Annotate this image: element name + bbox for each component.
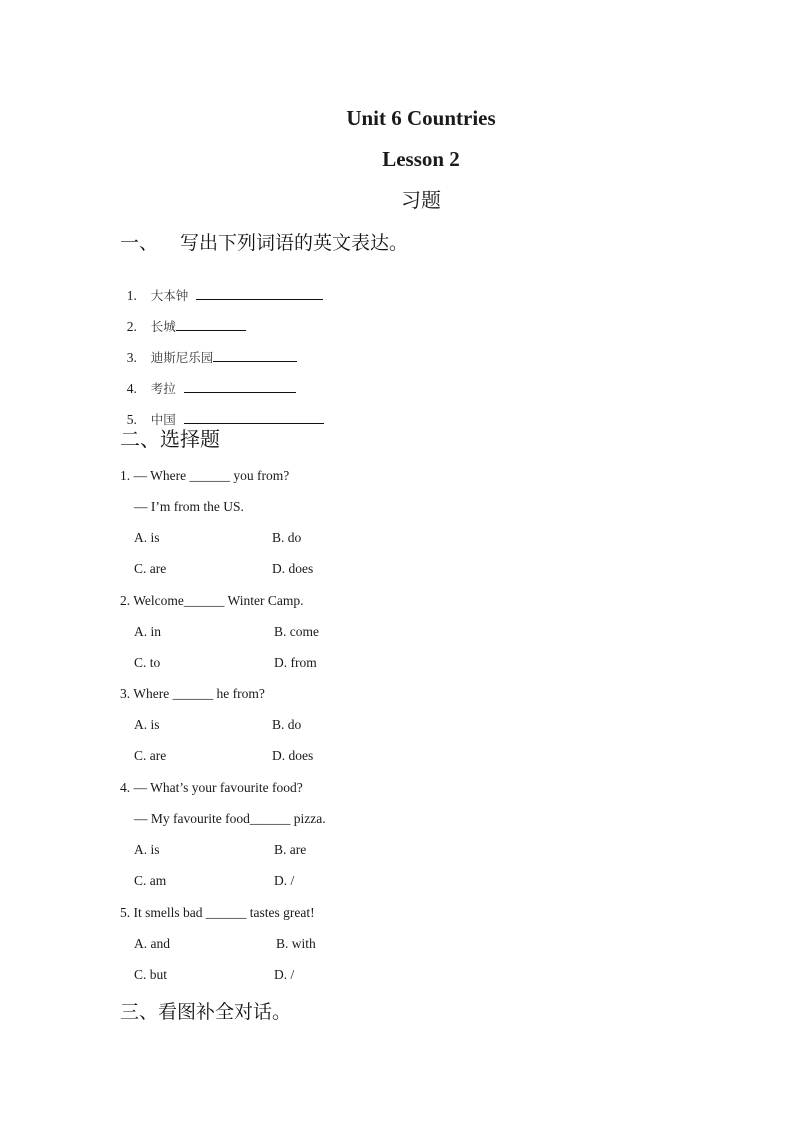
q3-option-a[interactable]: A. is xyxy=(134,717,160,732)
question-4-line-1: 4. — What’s your favourite food? xyxy=(120,780,303,795)
q1-option-c[interactable]: C. are xyxy=(134,561,167,576)
q4-option-d[interactable]: D. / xyxy=(274,873,295,888)
item-number: 5. xyxy=(126,412,137,427)
q1-option-b[interactable]: B. do xyxy=(272,530,302,545)
answer-blank[interactable] xyxy=(184,380,296,393)
item-number: 3. xyxy=(126,350,137,365)
q3-option-b[interactable]: B. do xyxy=(272,717,302,732)
q3-option-d[interactable]: D. does xyxy=(272,748,314,763)
q2-option-b[interactable]: B. come xyxy=(274,624,319,639)
q5-option-c[interactable]: C. but xyxy=(134,967,168,982)
vocab-item-5 xyxy=(120,393,324,429)
q2-option-c[interactable]: C. to xyxy=(134,655,161,670)
answer-blank[interactable] xyxy=(176,318,246,331)
q3-option-c[interactable]: C. are xyxy=(134,748,167,763)
q4-option-a[interactable]: A. is xyxy=(134,842,160,857)
q5-option-b[interactable]: B. with xyxy=(276,936,316,951)
item-word: 迪斯尼乐园 xyxy=(150,350,214,365)
question-1-line-1: 1. — Where ______ you from? xyxy=(120,468,290,483)
q1-option-d[interactable]: D. does xyxy=(272,561,314,576)
q2-option-d[interactable]: D. from xyxy=(274,655,317,670)
section1-number: 一、 xyxy=(120,232,159,254)
question-2-line-1: 2. Welcome______ Winter Camp. xyxy=(120,593,304,608)
item-number: 2. xyxy=(126,319,137,334)
section2-heading: 二、选择题 xyxy=(120,427,220,451)
q4-option-c[interactable]: C. am xyxy=(134,873,167,888)
question-5-line-1: 5. It smells bad ______ tastes great! xyxy=(120,905,315,920)
answer-blank[interactable] xyxy=(184,411,324,424)
question-1-line-2: — I’m from the US. xyxy=(134,499,244,514)
item-word: 中国 xyxy=(150,412,176,427)
lesson-title: Lesson 2 xyxy=(382,147,460,171)
question-4-line-2: — My favourite food______ pizza. xyxy=(134,811,326,826)
question-3-line-1: 3. Where ______ he from? xyxy=(120,686,265,701)
section1-title: 写出下列词语的英文表达。 xyxy=(180,232,409,254)
q2-option-a[interactable]: A. in xyxy=(134,624,161,639)
answer-blank[interactable] xyxy=(196,287,323,300)
item-word: 考拉 xyxy=(150,381,176,396)
section1-heading xyxy=(120,231,408,255)
answer-blank[interactable] xyxy=(213,349,297,362)
q5-option-d[interactable]: D. / xyxy=(274,967,295,982)
item-word: 大本钟 xyxy=(150,288,189,303)
q1-option-a[interactable]: A. is xyxy=(134,530,160,545)
item-word: 长城 xyxy=(150,319,176,334)
exercise-subtitle: 习题 xyxy=(401,188,441,212)
unit-title: Unit 6 Countries xyxy=(346,106,496,130)
q5-option-a[interactable]: A. and xyxy=(134,936,170,951)
q4-option-b[interactable]: B. are xyxy=(274,842,307,857)
item-number: 1. xyxy=(126,288,137,303)
section3-heading: 三、看图补全对话。 xyxy=(120,1001,292,1023)
item-number: 4. xyxy=(126,381,137,396)
